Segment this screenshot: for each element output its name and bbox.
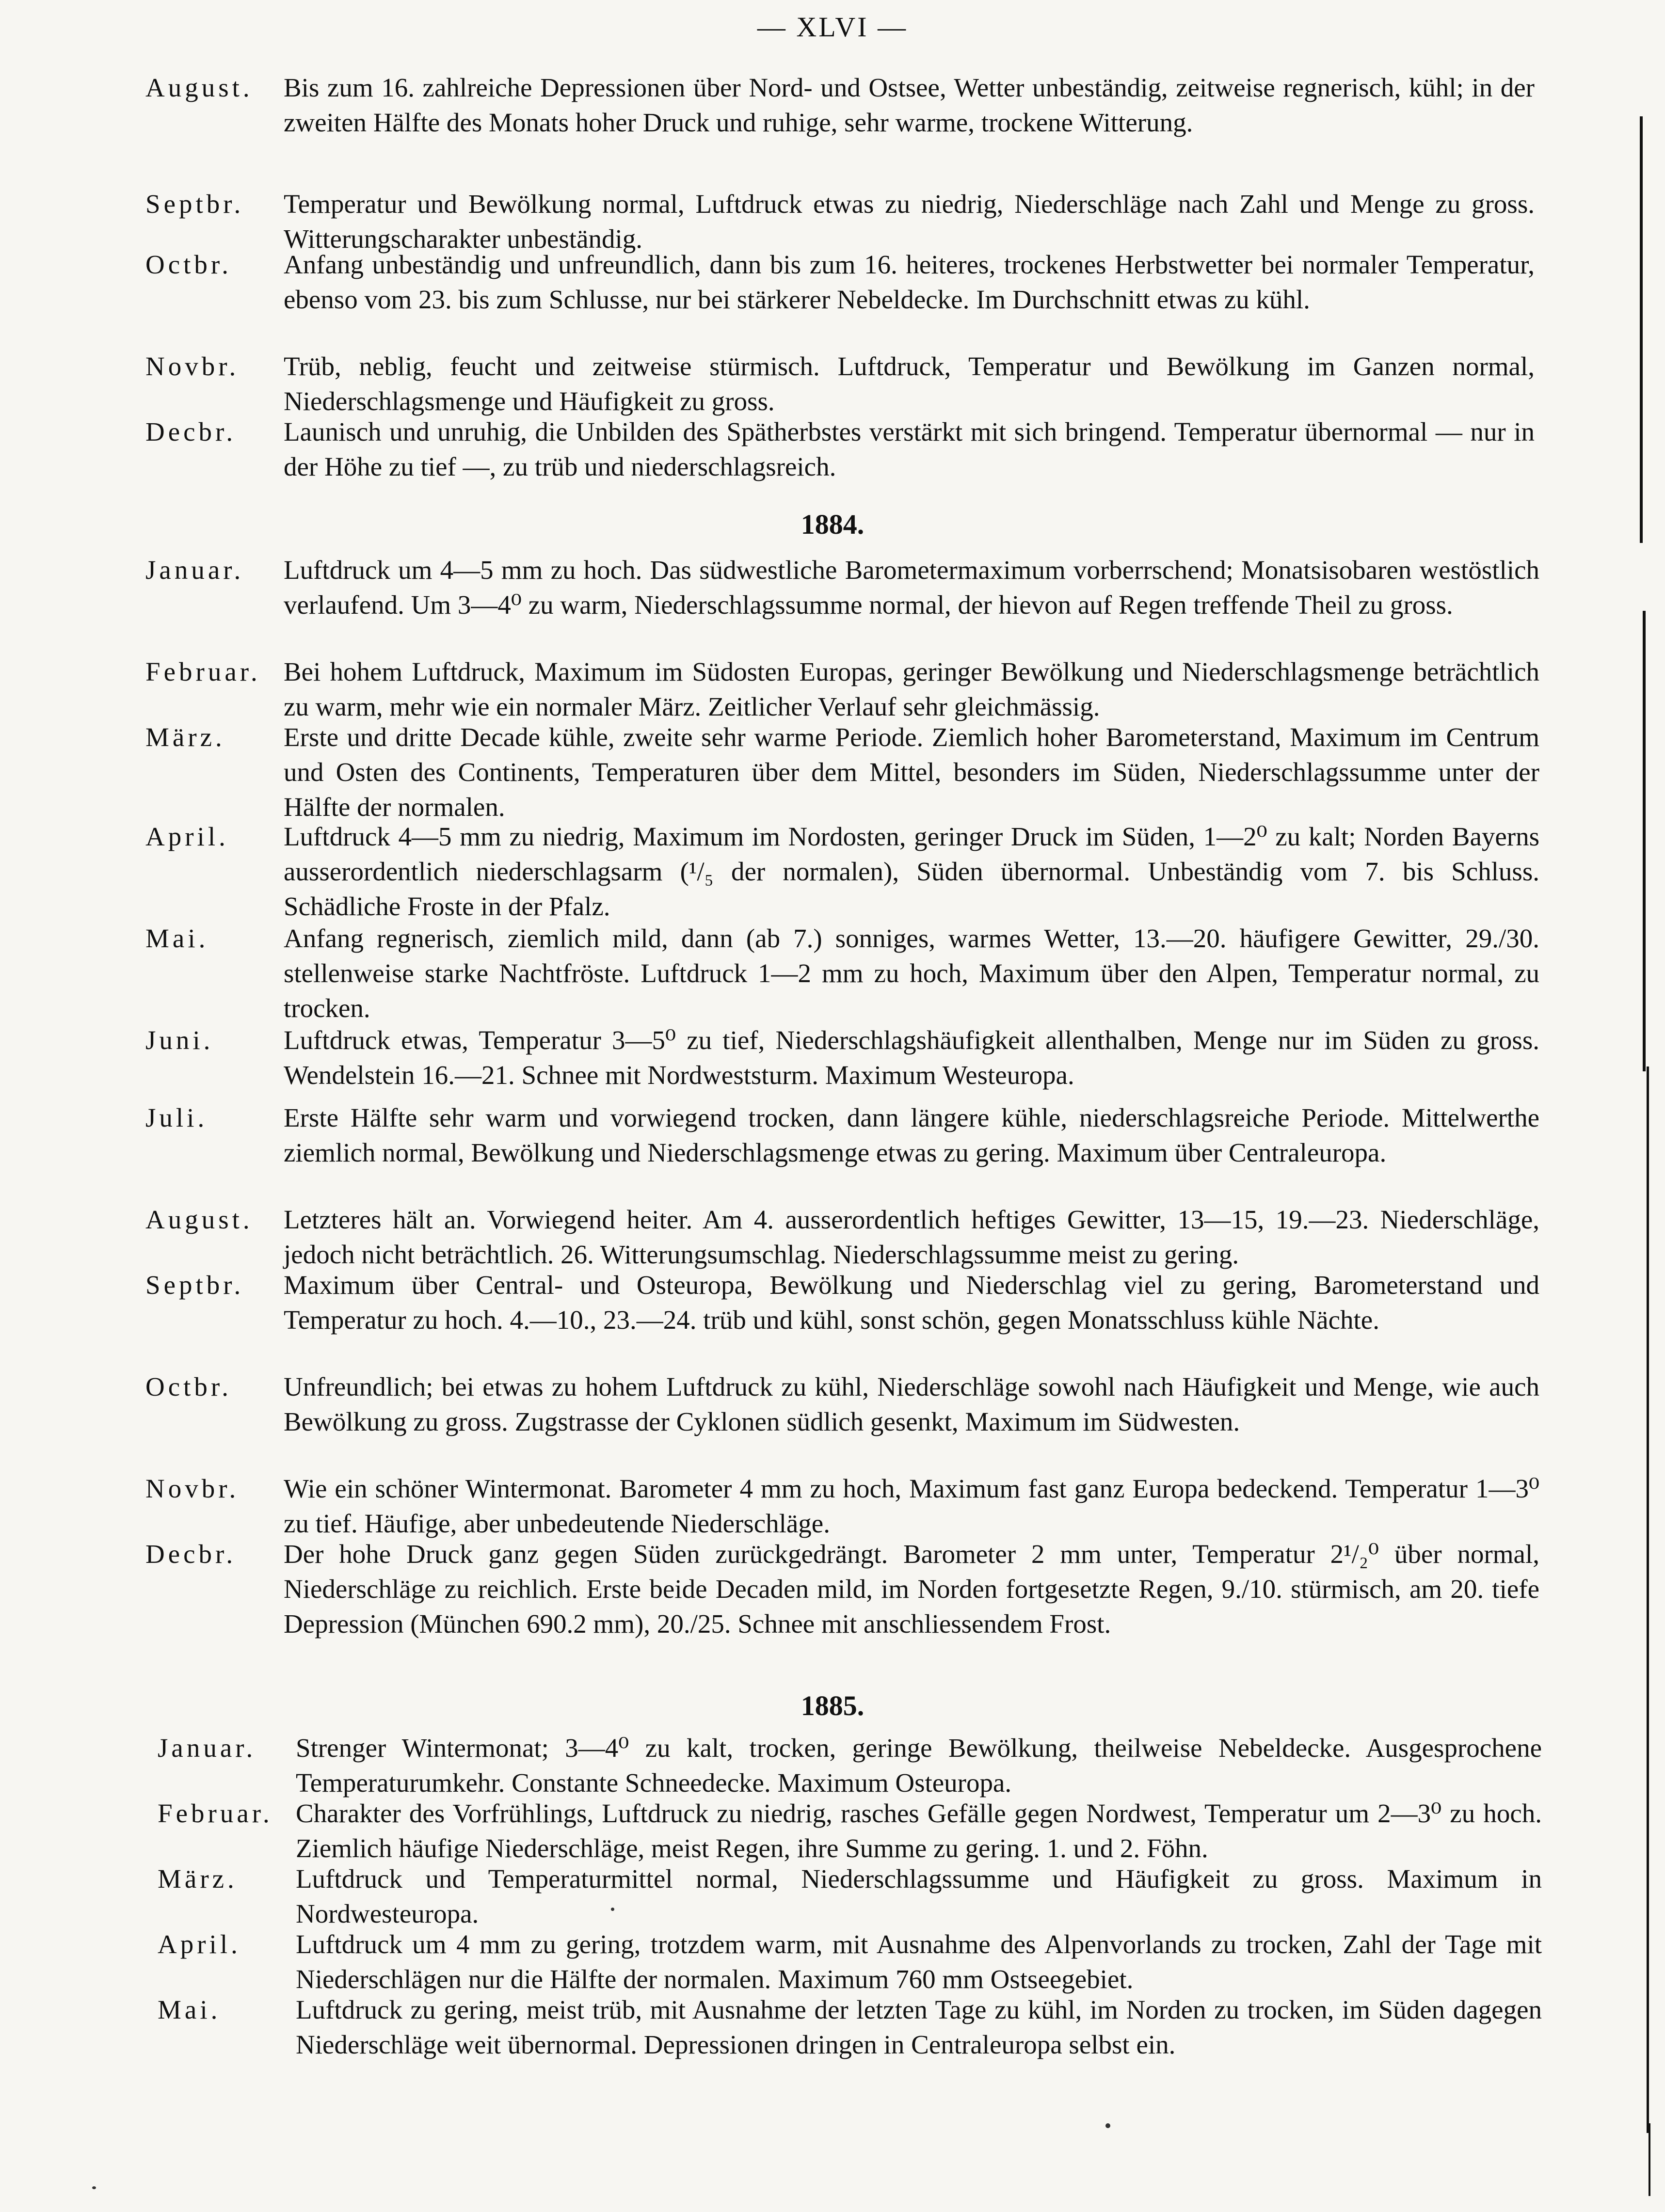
month-description: Bei hohem Luftdruck, Maximum im Südosten Europas, geringer Bewölkung und Niederschlagsmenge beträchtlich zu warm, mehr wie ein normaler März. Zeitlicher Verlauf sehr gleichmässig.: [284, 657, 1539, 721]
month-label: Mai.: [158, 1995, 221, 2024]
month-label: Mai.: [145, 923, 209, 953]
month-label: Novbr.: [145, 1474, 240, 1503]
month-description: Luftdruck etwas, Temperatur 3—5⁰ zu tief, Niederschlagshäufigkeit allenthalben, Menge nur im Süden zu gross. Wendelstein 16.—21. Schnee mit Nordweststurm. Maximum Westeuropa.: [284, 1025, 1539, 1090]
month-label: Decbr.: [145, 417, 237, 446]
month-description: Unfreundlich; bei etwas zu hohem Luftdruck zu kühl, Niederschläge sowohl nach Häufigkeit und Menge, wie auch Bewölkung zu gross. Zugstrasse der Cyklonen südlich gesenkt, Maximum im Südwesten.: [284, 1372, 1539, 1436]
month-label: Februar.: [158, 1798, 273, 1828]
month-label: Novbr.: [145, 351, 240, 381]
month-label: August.: [145, 1205, 253, 1234]
year-heading: 1884.: [800, 509, 865, 540]
month-description: Anfang regnerisch, ziemlich mild, dann (ab 7.) sonniges, warmes Wetter, 13.—20. häufigere Gewitter, 29./30. stellenweise starke Nachtfröste. Luftdruck 1—2 mm zu hoch, Maximum über den Alpen, Temperatur normal, zu trocken.: [284, 923, 1539, 1023]
month-description: Letzteres hält an. Vorwiegend heiter. Am 4. ausserordentlich heftiges Gewitter, 13—15, 19.—23. Niederschläge, jedoch nicht beträchtlich. 26. Witterungsumschlag. Niederschlagssumme meist zu gering.: [284, 1205, 1539, 1269]
month-description: Trüb, neblig, feucht und zeitweise stürmisch. Luftdruck, Temperatur und Bewölkung im Ganzen normal, Niederschlagsmenge und Häufigkeit zu gross.: [284, 351, 1535, 416]
month-description: Der hohe Druck ganz gegen Süden zurückgedrängt. Barometer 2 mm unter, Temperatur 2¹/₂⁰ über normal, Niederschläge zu reichlich. Erste beide Decaden mild, im Norden fortgesetzte Regen, 9./10. stürmisch, am 20. tiefe Depression (München 690.2 mm), 20./25. Schnee mit anschliessendem Frost.: [284, 1539, 1539, 1639]
month-description: Charakter des Vorfrühlings, Luftdruck zu niedrig, rasches Gefälle gegen Nordwest, Temperatur um 2—3⁰ zu hoch. Ziemlich häufige Niederschläge, meist Regen, ihre Summe zu gering. 1. und 2. Föhn.: [296, 1798, 1542, 1863]
month-label: Septbr.: [145, 189, 244, 219]
month-description: Launisch und unruhig, die Unbilden des Spätherbstes verstärkt mit sich bringend. Temperatur übernormal — nur in der Höhe zu tief —, zu trüb und niederschlagsreich.: [284, 417, 1535, 481]
month-label: März.: [158, 1864, 238, 1894]
scan-speck: [1105, 2123, 1110, 2128]
month-description: Luftdruck zu gering, meist trüb, mit Ausnahme der letzten Tage zu kühl, im Norden zu trocken, im Süden dagegen Niederschläge weit übernormal. Depressionen dringen in Centraleuropa selbst ein.: [296, 1995, 1542, 2059]
month-label: Septbr.: [145, 1270, 244, 1300]
month-label: Februar.: [145, 657, 261, 686]
month-label: Octbr.: [145, 1372, 232, 1401]
month-description: Luftdruck 4—5 mm zu niedrig, Maximum im Nordosten, geringer Druck im Süden, 1—2⁰ zu kalt; Norden Bayerns ausserordentlich niederschlagsarm (¹/₅ der normalen), Süden übernormal. Unbeständig vom 7. bis Schluss. Schädliche Froste in der Pfalz.: [284, 822, 1539, 921]
month-description: Bis zum 16. zahlreiche Depressionen über Nord- und Ostsee, Wetter unbeständig, zeitweise regnerisch, kühl; in der zweiten Hälfte des Monats hoher Druck und ruhige, sehr warme, trockene Witterung.: [284, 73, 1535, 137]
month-description: Maximum über Central- und Osteuropa, Bewölkung und Niederschlag viel zu gering, Barometerstand und Temperatur zu hoch. 4.—10., 23.—24. trüb und kühl, sonst schön, gegen Monatsschluss kühle Nächte.: [284, 1270, 1539, 1335]
scan-speck: [611, 1908, 614, 1911]
month-label: April.: [145, 822, 229, 851]
month-description: Temperatur und Bewölkung normal, Luftdruck etwas zu niedrig, Niederschläge nach Zahl und Menge zu gross. Witterungscharakter unbeständig.: [284, 189, 1535, 254]
month-label: Januar.: [145, 555, 244, 585]
month-label: Octbr.: [145, 250, 232, 279]
month-label: Juni.: [145, 1025, 214, 1055]
binding-edge-line: [1649, 2123, 1650, 2196]
month-description: Luftdruck um 4—5 mm zu hoch. Das südwestliche Barometermaximum vorberrschend; Monatsisobaren westöstlich verlaufend. Um 3—4⁰ zu warm, Niederschlagssumme normal, der hievon auf Regen treffende Theil zu gross.: [284, 555, 1539, 620]
month-label: August.: [145, 73, 253, 102]
binding-edge-line: [1640, 116, 1643, 543]
month-label: Januar.: [158, 1733, 256, 1763]
page-number: — XLVI —: [757, 11, 908, 43]
month-description: Erste Hälfte sehr warm und vorwiegend trocken, dann längere kühle, niederschlagsreiche Periode. Mittelwerthe ziemlich normal, Bewölkung und Niederschlagsmenge etwas zu gering. Maximum über Centraleuropa.: [284, 1103, 1539, 1167]
month-description: Luftdruck und Temperaturmittel normal, Niederschlagssumme und Häufigkeit zu gross. Maximum in Nordwesteuropa.: [296, 1864, 1542, 1928]
month-description: Luftdruck um 4 mm zu gering, trotzdem warm, mit Ausnahme des Alpenvorlands zu trocken, Zahl der Tage mit Niederschlägen nur die Hälfte der normalen. Maximum 760 mm Ostseegebiet.: [296, 1929, 1542, 1994]
month-description: Strenger Wintermonat; 3—4⁰ zu kalt, trocken, geringe Bewölkung, theilweise Nebeldecke. Ausgesprochene Temperaturumkehr. Constante Schneedecke. Maximum Osteuropa.: [296, 1733, 1542, 1798]
binding-edge-line: [1643, 611, 1646, 1071]
month-label: März.: [145, 722, 225, 752]
month-label: Decbr.: [145, 1539, 237, 1569]
month-description: Anfang unbeständig und unfreundlich, dann bis zum 16. heiteres, trockenes Herbstwetter bei normaler Temperatur, ebenso vom 23. bis zum Schlusse, nur bei stärkerer Nebeldecke. Im Durchschnitt etwas zu kühl.: [284, 250, 1535, 314]
year-heading: 1885.: [800, 1690, 865, 1721]
month-label: April.: [158, 1929, 241, 1959]
month-label: Juli.: [145, 1103, 208, 1132]
month-description: Wie ein schöner Wintermonat. Barometer 4 mm zu hoch, Maximum fast ganz Europa bedeckend. Temperatur 1—3⁰ zu tief. Häufige, aber unbedeutende Niederschläge.: [284, 1474, 1539, 1538]
month-description: Erste und dritte Decade kühle, zweite sehr warme Periode. Ziemlich hoher Barometerstand, Maximum im Centrum und Osten des Continents, Temperaturen über dem Mittel, besonders im Süden, Niederschlagssumme unter der Hälfte der normalen.: [284, 722, 1539, 822]
scan-speck: [92, 2186, 96, 2189]
binding-edge-line: [1647, 1066, 1649, 2133]
